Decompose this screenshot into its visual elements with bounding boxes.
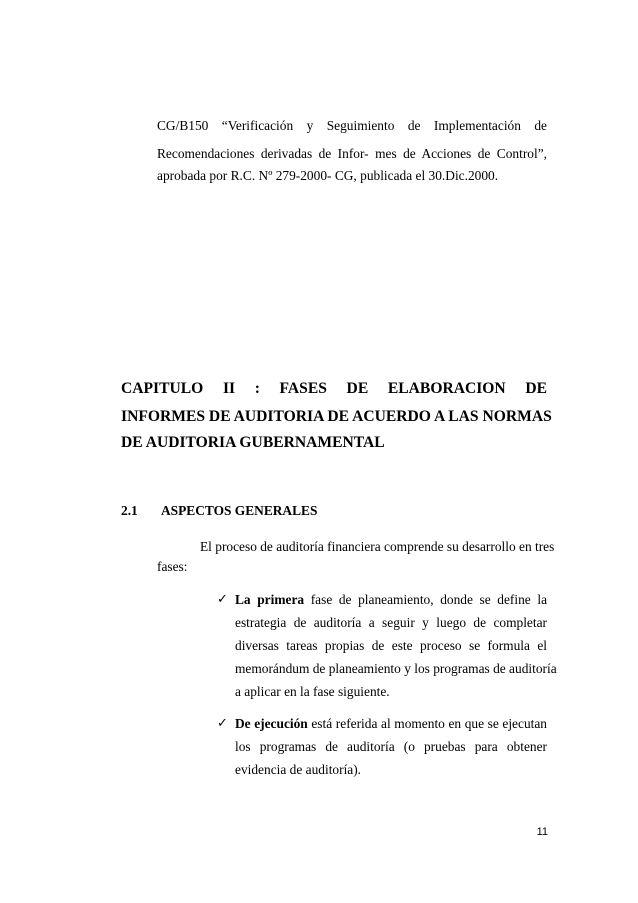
page-number: 11 (536, 826, 548, 838)
bullet-line: memorándum de planeamiento y los programas de auditoría (235, 661, 557, 676)
reference-line: CG/B150 “Verificación y Seguimiento de Implementación de (157, 118, 547, 133)
bullet-lead: La primera (235, 592, 305, 607)
bullet-lead: De ejecución (235, 716, 308, 731)
bullet-first-line (235, 591, 547, 609)
checkmark-icon: ✓ (217, 716, 228, 731)
section-number: 2.1 (121, 503, 138, 518)
bullet-line: evidencia de auditoría). (235, 762, 362, 777)
chapter-heading-line: CAPITULO II : FASES DE ELABORACION DE (121, 380, 547, 397)
bullet-line: diversas tareas propias de este proceso se formula el (235, 638, 547, 653)
bullet-line: estrategia de auditoría a seguir y luego de completar (235, 615, 547, 630)
chapter-heading-line: DE AUDITORIA GUBERNAMENTAL (121, 434, 385, 451)
checkmark-icon: ✓ (217, 592, 228, 607)
reference-line: Recomendaciones derivadas de Infor- mes de Acciones de Control”, (157, 146, 547, 161)
bullet-line: los programas de auditoría (o pruebas para obtener (235, 739, 547, 754)
bullet-line: a aplicar en la fase siguiente. (235, 684, 390, 699)
paragraph-line: El proceso de auditoría financiera comprende su desarrollo en tres (200, 539, 555, 554)
bullet-first-line (235, 715, 547, 733)
bullet-text: está referida al momento en que se ejecutan (307, 716, 547, 731)
reference-line: aprobada por R.C. Nº 279-2000- CG, publicada el 30.Dic.2000. (157, 168, 499, 183)
bullet-text: fase de planeamiento, donde se define la (304, 592, 548, 607)
paragraph-line: fases: (157, 559, 188, 574)
section-title: ASPECTOS GENERALES (161, 503, 318, 518)
chapter-heading-line: INFORMES DE AUDITORIA DE ACUERDO A LAS NORMAS (121, 408, 552, 425)
